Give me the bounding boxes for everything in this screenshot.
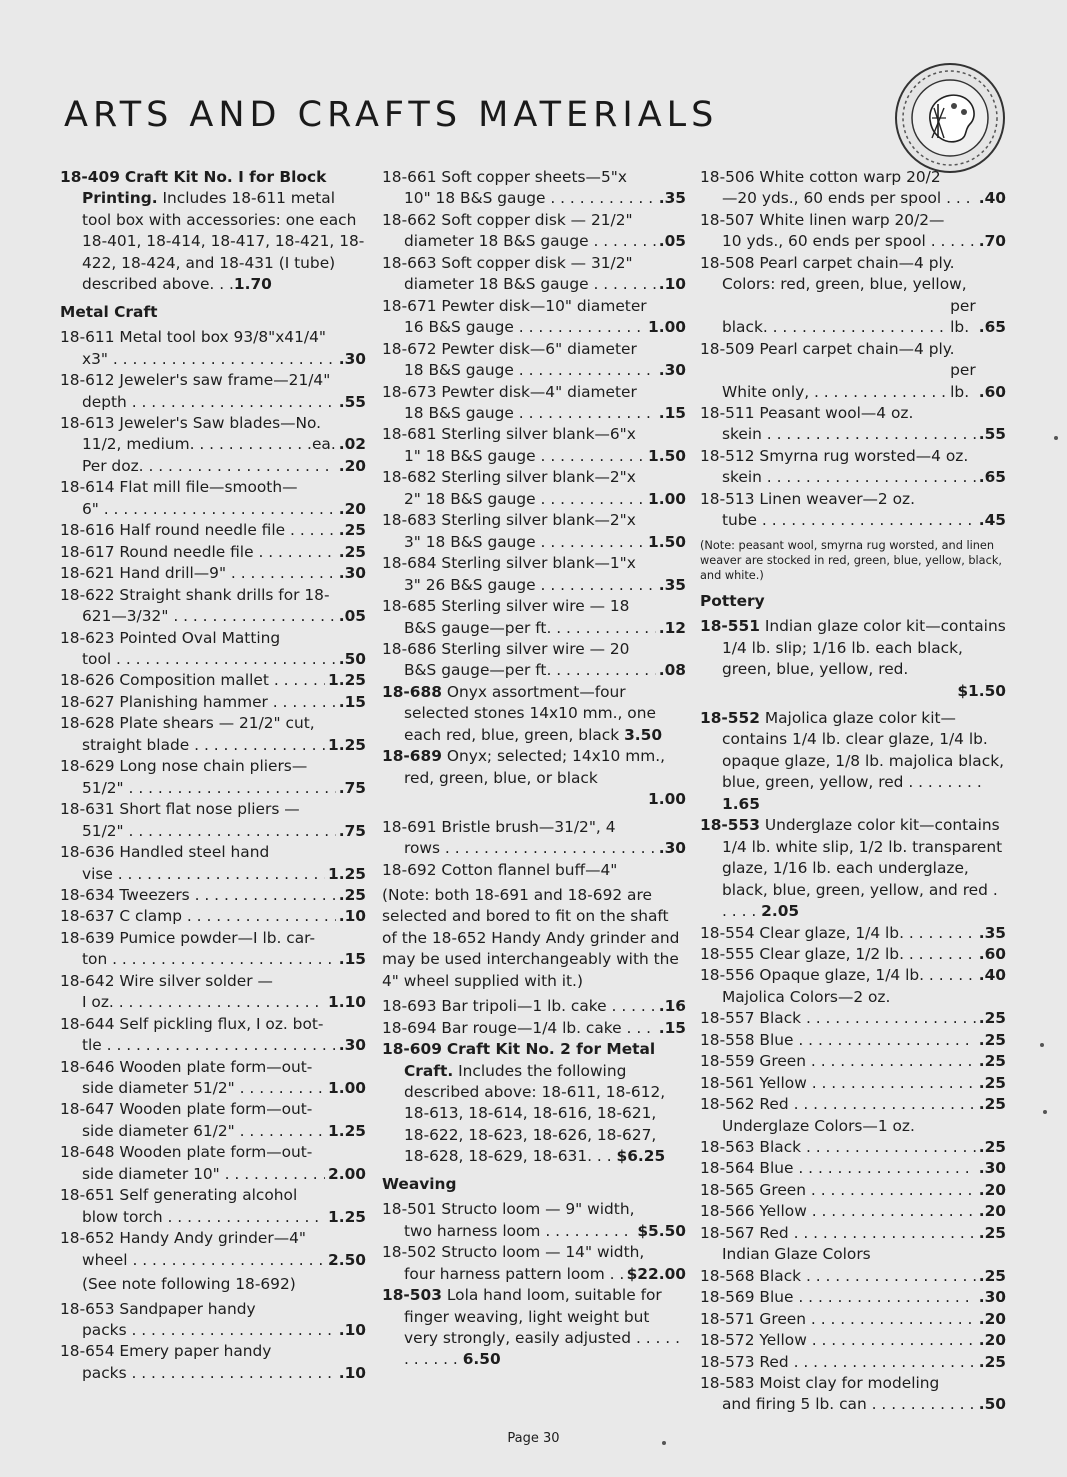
item-18-683: 18-683 Sterling silver blank—2"x — [382, 511, 636, 530]
item-18-652: 18-652 Handy Andy grinder—4" — [60, 1229, 306, 1248]
item-18-502: 18-502 Structo loom — 14" width, — [382, 1243, 645, 1262]
item-18-672: 18-672 Pewter disk—6" diameter — [382, 339, 637, 358]
item-18-571: 18-571 Green . . . .20 — [700, 1309, 1006, 1330]
item-18-681: 18-681 Sterling silver blank—6"x — [382, 425, 636, 444]
item-18-629: 18-629 Long nose chain pliers— — [60, 757, 308, 776]
item-18-634: 18-634 Tweezers . . . .25 — [60, 885, 366, 906]
item-18-661: 18-661 Soft copper sheets—5"x — [382, 168, 627, 186]
item-18-692: 18-692 Cotton flannel buff—4" — [382, 860, 618, 879]
item-18-551: 18-551 Indian glaze color kit—contains 1/4 lb. slip; 1/16 lb. each black, green, blue, yellow, red. — [700, 617, 1006, 679]
item-18-563: 18-563 Black . . . .25 — [700, 1137, 1006, 1158]
item-18-611: 18-611 Metal tool box 93/8"x41/4" — [60, 328, 326, 347]
item-18-626: 18-626 Composition mallet . . . 1.25 — [60, 670, 366, 691]
item-18-684: 18-684 Sterling silver blank—1"x — [382, 554, 636, 573]
item-18-613: 18-613 Jeweler's Saw blades—No. — [60, 413, 322, 432]
metal-craft-heading: Metal Craft — [60, 302, 158, 321]
item-18-617: 18-617 Round needle file . . . .25 — [60, 542, 366, 563]
page-number: Page 30 — [507, 1431, 560, 1446]
item-18-628: 18-628 Plate shears — 21/2" cut, — [60, 714, 315, 733]
item-18-512: 18-512 Smyrna rug worsted—4 oz. — [700, 446, 969, 465]
item-18-567: 18-567 Red . . . .25 — [700, 1223, 1006, 1244]
item-18-511: 18-511 Peasant wool—4 oz. — [700, 403, 914, 422]
item-18-509: 18-509 Pearl carpet chain—4 ply. — [700, 339, 955, 358]
page-title: ARTS AND CRAFTS MATERIALS — [64, 95, 719, 136]
item-18-503: 18-503 Lola hand loom, suitable for finger weaving, light weight but very strongly, easily adjusted . . . . . . . . . . . 6.50 — [382, 1286, 680, 1369]
item-18-651: 18-651 Self generating alcohol — [60, 1186, 298, 1205]
item-18-569: 18-569 Blue . . . .30 — [700, 1287, 1006, 1308]
item-18-653: 18-653 Sandpaper handy — [60, 1299, 256, 1318]
item-18-627: 18-627 Planishing hammer . . . .15 — [60, 692, 366, 713]
item-18-689: 18-689 Onyx; selected; 14x10 mm., red, green, blue, or black — [382, 747, 665, 787]
item-18-556: 18-556 Opaque glaze, 1/4 lb. . . . .40 — [700, 965, 1006, 986]
item-18-565: 18-565 Green . . . .20 — [700, 1180, 1006, 1201]
item-18-685: 18-685 Sterling silver wire — 18 — [382, 597, 630, 616]
item-18-612: 18-612 Jeweler's saw frame—21/4" — [60, 371, 331, 390]
item-18-648: 18-648 Wooden plate form—out- — [60, 1143, 313, 1162]
item-18-673: 18-673 Pewter disk—4" diameter — [382, 382, 637, 401]
item-18-621: 18-621 Hand drill—9" . . . .30 — [60, 563, 366, 584]
item-18-564: 18-564 Blue . . . .30 — [700, 1158, 1006, 1179]
item-18-507: 18-507 White linen warp 20/2— — [700, 210, 945, 229]
item-18-501: 18-501 Structo loom — 9" width, — [382, 1200, 635, 1219]
item-18-631: 18-631 Short flat nose pliers — — [60, 800, 300, 819]
item-18-654: 18-654 Emery paper handy — [60, 1342, 272, 1361]
item-18-573: 18-573 Red . . . .25 — [700, 1352, 1006, 1373]
item-18-686: 18-686 Sterling silver wire — 20 — [382, 639, 630, 658]
item-18-682: 18-682 Sterling silver blank—2"x — [382, 468, 636, 487]
item-18-637: 18-637 C clamp . . . .10 — [60, 906, 366, 927]
item-18-663: 18-663 Soft copper disk — 31/2" — [382, 253, 633, 272]
pottery-heading: Pottery — [700, 591, 765, 610]
majolica-colors-heading: Majolica Colors—2 oz. — [722, 987, 891, 1006]
kit-2-entry: 18-609 Craft Kit No. 2 for Metal Craft. Includes the following described above: 18-611, 18-612, 18-613, 18-614, 18-616, 18-621, 18-622, 18-623, 18-626, 18-627, 18-628, 18-629, 18-631. . . $6.25 — [382, 1040, 666, 1166]
item-18-558: 18-558 Blue . . . .25 — [700, 1030, 1006, 1051]
indian-glaze-colors-heading: Indian Glaze Colors — [722, 1245, 871, 1264]
item-18-562: 18-562 Red . . . .25 — [700, 1094, 1006, 1115]
item-18-616: 18-616 Half round needle file . . . .25 — [60, 520, 366, 541]
item-18-557: 18-557 Black . . . .25 — [700, 1008, 1006, 1029]
note-18-692: (Note: both 18-691 and 18-692 are selected and bored to fit on the shaft of the 18-652 Handy Andy grinder and may be used interchangeably with the 4" wheel supplied with it.) — [382, 885, 680, 990]
item-18-583: 18-583 Moist clay for modeling — [700, 1374, 940, 1393]
arts-crafts-emblem-icon — [894, 62, 1006, 174]
item-18-646: 18-646 Wooden plate form—out- — [60, 1057, 313, 1076]
see-note-652: (See note following 18-692) — [82, 1275, 296, 1294]
note-wool: (Note: peasant wool, smyrna rug worsted, and linen weaver are stocked in red, green, blue, yellow, black, and white.) — [700, 538, 1002, 582]
item-18-647: 18-647 Wooden plate form—out- — [60, 1100, 313, 1119]
item-18-506: 18-506 White cotton warp 20/2 — [700, 168, 941, 186]
item-18-572: 18-572 Yellow . . . .20 — [700, 1330, 1006, 1351]
item-18-639: 18-639 Pumice powder—I lb. car- — [60, 928, 316, 947]
item-18-623: 18-623 Pointed Oval Matting — [60, 628, 281, 647]
scan-speck — [1054, 436, 1058, 440]
scan-speck — [1040, 1043, 1044, 1047]
item-18-561: 18-561 Yellow . . . .25 — [700, 1073, 1006, 1094]
kit-1-entry: 18-409 Craft Kit No. I for Block Printing. Includes 18-611 metal tool box with accessories: one each 18-401, 18-414, 18-417, 18-421, 18-422, 18-424, and 18-431 (I tube) described above. . .1.70 — [60, 168, 365, 294]
item-18-513: 18-513 Linen weaver—2 oz. — [700, 489, 915, 508]
weaving-heading: Weaving — [382, 1174, 457, 1193]
item-18-508: 18-508 Pearl carpet chain—4 ply. — [700, 253, 955, 272]
scan-speck — [662, 1441, 666, 1445]
item-18-691: 18-691 Bristle brush—31/2", 4 — [382, 817, 616, 836]
item-18-553: 18-553 Underglaze color kit—contains 1/4 lb. white slip, 1/2 lb. transparent glaze, 1/16 lb. each underglaze, black, blue, green, yellow, and red . . . . . 2.05 — [700, 816, 1003, 921]
item-18-559: 18-559 Green . . . .25 — [700, 1051, 1006, 1072]
item-18-614: 18-614 Flat mill file—smooth— — [60, 478, 298, 497]
item-18-693: 18-693 Bar tripoli—1 lb. cake . . . .16 — [382, 996, 686, 1017]
item-18-662: 18-662 Soft copper disk — 21/2" — [382, 210, 633, 229]
item-18-671: 18-671 Pewter disk—10" diameter — [382, 296, 647, 315]
item-18-688: 18-688 Onyx assortment—four selected stones 14x10 mm., one each red, blue, green, black 3.50 — [382, 682, 663, 744]
item-18-636: 18-636 Handled steel hand — [60, 843, 270, 862]
scan-speck — [1043, 1110, 1047, 1114]
item-18-554: 18-554 Clear glaze, 1/4 lb. . . . .35 — [700, 923, 1006, 944]
item-18-555: 18-555 Clear glaze, 1/2 lb. . . . .60 — [700, 944, 1006, 965]
column-1: 18-409 Craft Kit No. I for Block Printing. Includes 18-611 metal tool box with accessories: one each 18-401, 18-414, 18-417, 18-421, 18-422, 18-424, and 18-431 (I tube) described above. . .1.70 Metal Craft 18-611 Metal tool box 93/8"x41/4" x3" . . . .30 18-612 Jeweler's saw frame—21/4" depth . . . .55 18-613 Jeweler's Saw blades—No. 11/2, medium. . . . ea. .02 Per doz. . . . .20 18-614 Flat mill file—smooth— 6" . . . .20 18-616 Half round needle file . . . .25 18-617 Round needle file . . . .25 18-621 Hand drill—9" . . . .30 18-622 Straight shank drills for 18- 621—3/32" . . . .05 18-623 Pointed Oval Matting tool . . . .50 18-626 Composition mallet . . . 1.25 18-627 Planishing hammer . . . .15 18-628 Plate shears — 21/2" cut, straight blade . . . 1.25 18-629 Long nose chain pliers— 51/2" . . . .75 18-631 Short flat nose pliers — 51/2" . . . .75 18-636 Handled steel hand vise . . . 1.25 18-634 Tweezers . . . .25 18-637 C clamp . . . .10 18-639 Pumice powder—I lb. car- ton . . . .15 18-642 Wire silver solder — I oz. . . . 1.10 18-644 Self pickling flux, I oz. bot- tle . . . .30 18-646 Wooden plate form—out- side diameter 51/2" . . . 1.00 18-647 Wooden plate form—out- side diameter 61/2" . . . 1.25 18-648 Wooden plate form—out- side diameter 10" . . . 2.00 18-651 Self generating alcohol blow torch . . . 1.25 18-652 Handy Andy grinder—4" wheel . . . 2.50 (See note following 18-692) 18-653 Sandpaper handy packs . . . .10 18-654 Emery paper handy packs . . . .10 — [60, 167, 366, 1384]
item-18-694: 18-694 Bar rouge—1/4 lb. cake . . . .15 — [382, 1018, 686, 1039]
column-3: 18-506 White cotton warp 20/2 —20 yds., 60 ends per spool . . . .40 18-507 White linen warp 20/2— 10 yds., 60 ends per spool . . . .70 18-508 Pearl carpet chain—4 ply. Colors: red, green, blue, yellow, black. . . . per lb. .65 18-509 Pearl carpet chain—4 ply. White only, . . . per lb. .60 18-511 Peasant wool—4 oz. skein . . . .55 18-512 Smyrna rug worsted—4 oz. skein . . . .65 18-513 Linen weaver—2 oz. tube . . . .45 (Note: peasant wool, smyrna rug worsted, and linen weaver are stocked in red, green, blue, yellow, black, and white.) Pottery 18-551 Indian glaze color kit—contains 1/4 lb. slip; 1/16 lb. each black, green, blue, yellow, red. $1.50 18-552 Majolica glaze color kit—contains 1/4 lb. clear glaze, 1/4 lb. opaque glaze, 1/8 lb. majolica black, blue, green, yellow, red . . . . . . . . 1.65 18-553 Underglaze color kit—contains 1/4 lb. white slip, 1/2 lb. transparent glaze, 1/16 lb. each underglaze, black, blue, green, yellow, and red . . . . . 2.05 18-554 Clear glaze, 1/4 lb. . . . .35 18-555 Clear glaze, 1/2 lb. . . . .60 18-556 Opaque glaze, 1/4 lb. . . . .40 Majolica Colors—2 oz. 18-557 Black . . . .25 18-558 Blue . . . .25 18-559 Green . . . .25 18-561 Yellow . . . .25 18-562 Red . . . .25 Underglaze Colors—1 oz. 18-563 Black . . . .25 18-564 Blue . . . .30 18-565 Green . . . .20 18-566 Yellow . . . .20 18-567 Red . . . .25 Indian Glaze Colors 18-568 Black . . . .25 18-569 Blue . . . .30 18-571 Green . . . .20 18-572 Yellow . . . .20 18-573 Red . . . .25 18-583 Moist clay for modeling and firing 5 lb. can . . . .50 — [700, 167, 1006, 1416]
column-2: 18-661 Soft copper sheets—5"x 10" 18 B&S gauge . . . .35 18-662 Soft copper disk — 21/2" diameter 18 B&S gauge . . . .05 18-663 Soft copper disk — 31/2" diameter 18 B&S gauge . . . .10 18-671 Pewter disk—10" diameter 16 B&S gauge . . . 1.00 18-672 Pewter disk—6" diameter 18 B&S gauge . . . .30 18-673 Pewter disk—4" diameter 18 B&S gauge . . . .15 18-681 Sterling silver blank—6"x 1" 18 B&S gauge . . . 1.50 18-682 Sterling silver blank—2"x 2" 18 B&S gauge . . . 1.00 18-683 Sterling silver blank—2"x 3" 18 B&S gauge . . . 1.50 18-684 Sterling silver blank—1"x 3" 26 B&S gauge . . . .35 18-685 Sterling silver wire — 18 B&S gauge—per ft. . . . .12 18-686 Sterling silver wire — 20 B&S gauge—per ft. . . . .08 18-688 Onyx assortment—four selected stones 14x10 mm., one each red, blue, green, black 3.50 18-689 Onyx; selected; 14x10 mm., red, green, blue, or black 1.00 18-691 Bristle brush—31/2", 4 rows . . . .30 18-692 Cotton flannel buff—4" (Note: both 18-691 and 18-692 are selected and bored to fit on the shaft of the 18-652 Handy Andy grinder and may be used interchangeably with the 4" wheel supplied with it.) 18-693 Bar tripoli—1 lb. cake . . . .16 18-694 Bar rouge—1/4 lb. cake . . . .15 18-609 Craft Kit No. 2 for Metal Craft. Includes the following described above: 18-611, 18-612, 18-613, 18-614, 18-616, 18-621, 18-622, 18-623, 18-626, 18-627, 18-628, 18-629, 18-631. . . $6.25 Weaving 18-501 Structo loom — 9" width, two harness loom . . . $5.50 18-502 Structo loom — 14" width, four harness pattern loom . . . $22.00 18-503 Lola hand loom, suitable for finger weaving, light weight but very strongly, easily adjusted . . . . . . . . . . . 6.50 — [382, 167, 686, 1371]
item-18-568: 18-568 Black . . . .25 — [700, 1266, 1006, 1287]
item-18-566: 18-566 Yellow . . . .20 — [700, 1201, 1006, 1222]
item-18-552: 18-552 Majolica glaze color kit—contains 1/4 lb. clear glaze, 1/4 lb. opaque glaze, 1/8 lb. majolica black, blue, green, yellow, red . . . . . . . . 1.65 — [700, 708, 1004, 813]
item-18-644: 18-644 Self pickling flux, I oz. bot- — [60, 1014, 324, 1033]
item-18-622: 18-622 Straight shank drills for 18- — [60, 585, 330, 604]
underglaze-colors-heading: Underglaze Colors—1 oz. — [722, 1116, 915, 1135]
item-18-642: 18-642 Wire silver solder — — [60, 971, 273, 990]
